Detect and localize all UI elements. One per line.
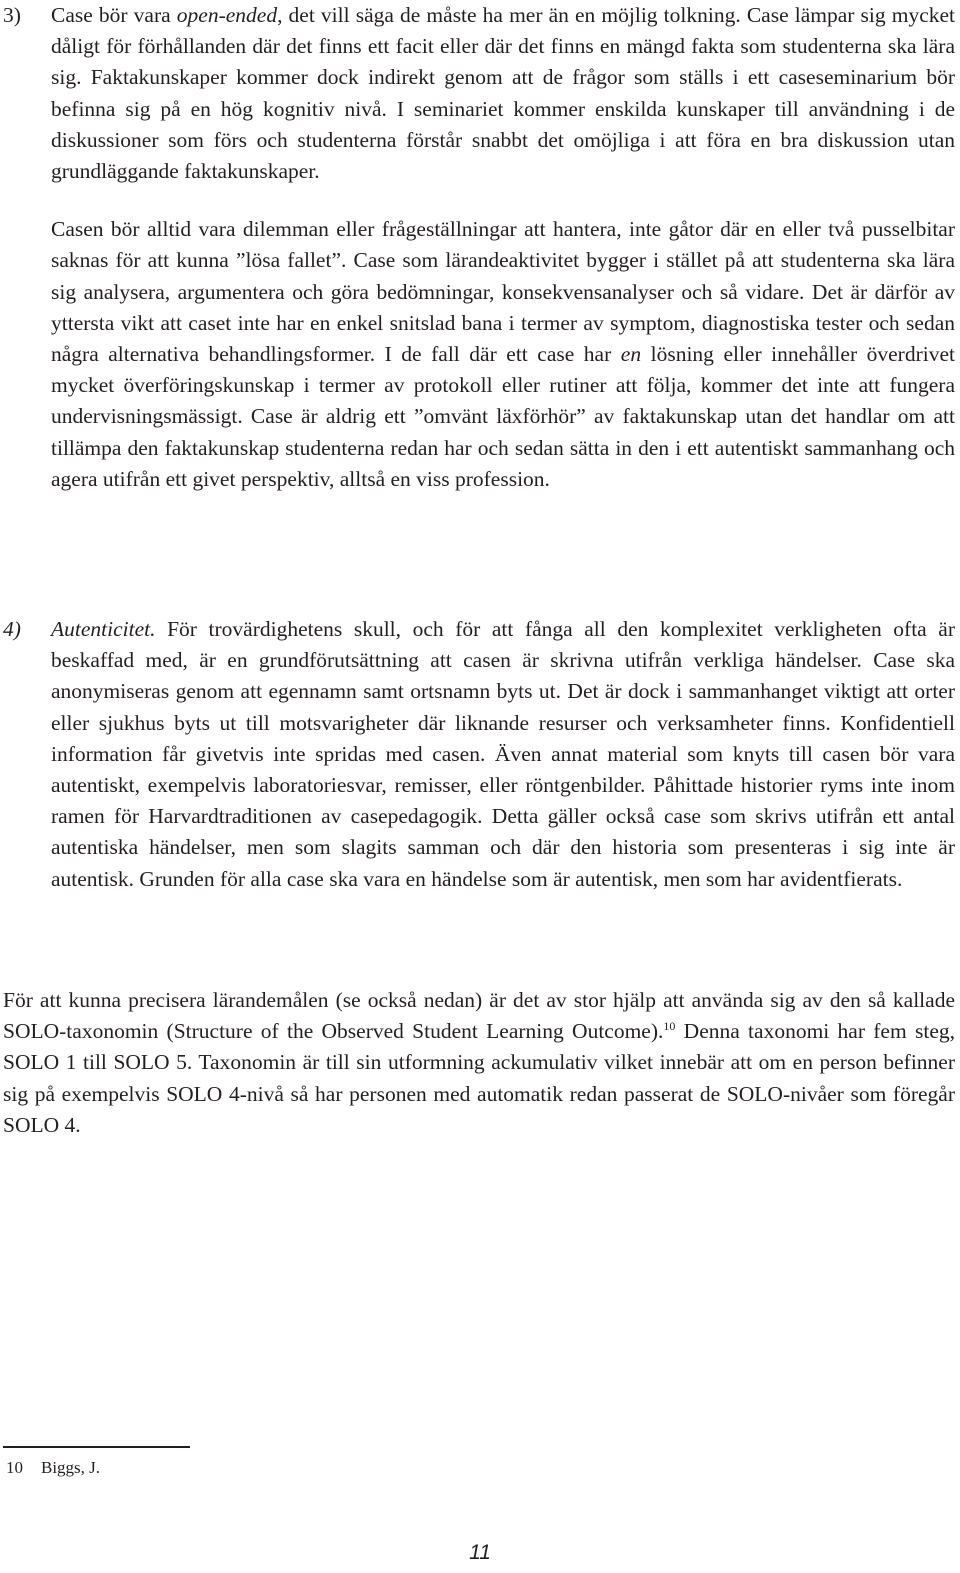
list-item-4 bbox=[3, 614, 955, 895]
text-run: Casen bör alltid vara dilemman eller frågeställningar att hantera, inte gåtor där en eller två pusselbitar saknas för att kunna ”lösa fallet”. Case som lärandeaktivitet bygger i stället på att studenterna ska lära sig analysera, argumentera och göra bedömningar, konsekvensanalyser och så vidare. Det är därför av yttersta vikt att caset inte har en enkel snitslad bana i termer av symptom, diagnostiska tester och sedan några alternativa behandlingsformer. I de fall där ett case har bbox=[51, 217, 955, 367]
text-run: För trovärdighetens skull, och för att fånga all den komplexitet verkligheten ofta är beskaffad med, är en grundförutsättning att casen är skrivna utifrån verkliga händelser. Case ska anonymiseras genom att egennamn samt ortsnamn byts ut. Det är dock i sammanhanget viktigt att orter eller sjukhus byts ut till motsvarigheter där liknande resurser och verksamheter finns. Konfidentiell information får givetvis inte spridas med casen. Även annat material som knyts till casen bör vara autentiskt, exempelvis laboratoriesvar, remisser, eller röntgenbilder. Påhittade historier ryms inte inom ramen för Harvardtraditionen av casepedagogik. Detta gäller också case som skrivs utifrån ett antal autentiska händelser, men som slagits samman och där den historia som presenteras i sig inte är autentisk. Grunden för alla case ska vara en händelse som är autentisk, men som har avidentfierats. bbox=[51, 617, 955, 891]
footnote-text: Biggs, J. bbox=[41, 1458, 101, 1477]
text-run: Case bör vara bbox=[51, 3, 177, 27]
footnote bbox=[6, 1456, 100, 1480]
text-run: För att kunna precisera lärandemålen (se också nedan) är det av stor hjälp att använda sig av den så kallade SOLO-taxonomin (Structure of the Observed Student Learning Outcome). bbox=[3, 988, 955, 1044]
text-run: , det vill säga de måste ha mer än en möjlig tolkning. Case lämpar sig mycket dåligt för förhållanden där det finns ett facit eller där det finns en mängd fakta som studenterna ska lära sig. Faktakunskaper kommer dock indirekt genom att de frågor som ställs i ett caseseminarium bör befinna sig på en hög kognitiv nivå. I seminariet kommer enskilda kunskaper till användning i de diskussioner som förs och studenterna förstår snabbt det omöjliga i att föra en bra diskussion utan grundläggande faktakunskaper. bbox=[51, 3, 955, 184]
text-run: lösning eller innehåller överdrivet mycket överföringskunskap i termer av protokoll eller rutiner att följa, kommer det inte att fungera undervisningsmässigt. Case är aldrig ett ”omvänt läxförhör” av faktakunskap utan det handlar om att tillämpa den faktakunskap studenterna redan har och sedan sätta in den i ett autentiskt sammanhang och agera utifrån ett givet perspektiv, alltså en viss profession. bbox=[51, 342, 955, 491]
item-heading: Autenticitet. bbox=[51, 617, 156, 641]
emphasis-text: open-ended bbox=[176, 3, 278, 27]
page-number: 11 bbox=[469, 1541, 491, 1564]
text-run: Denna taxonomi har fem steg, SOLO 1 till SOLO 5. Taxonomin är till sin utformning ackumulativ vilket innebär att om en person befinner sig på exempelvis SOLO 4-nivå så har personen med automatik redan passerat de SOLO-nivåer som föregår SOLO 4. bbox=[3, 1019, 955, 1137]
list-number: 4) bbox=[3, 617, 21, 641]
paragraph bbox=[51, 614, 955, 895]
paragraph bbox=[51, 214, 955, 495]
list-item-content bbox=[51, 614, 955, 895]
footnote-separator bbox=[3, 1446, 190, 1448]
footnote-reference[interactable]: 10 bbox=[663, 1019, 676, 1034]
list-number: 3) bbox=[3, 3, 21, 27]
paragraph bbox=[51, 0, 955, 187]
list-item-content bbox=[51, 0, 955, 495]
paragraph-solo-taxonomy bbox=[3, 985, 955, 1141]
footnote-number: 10 bbox=[6, 1458, 23, 1477]
emphasis-text: en bbox=[620, 342, 642, 367]
list-item-3 bbox=[3, 0, 955, 495]
